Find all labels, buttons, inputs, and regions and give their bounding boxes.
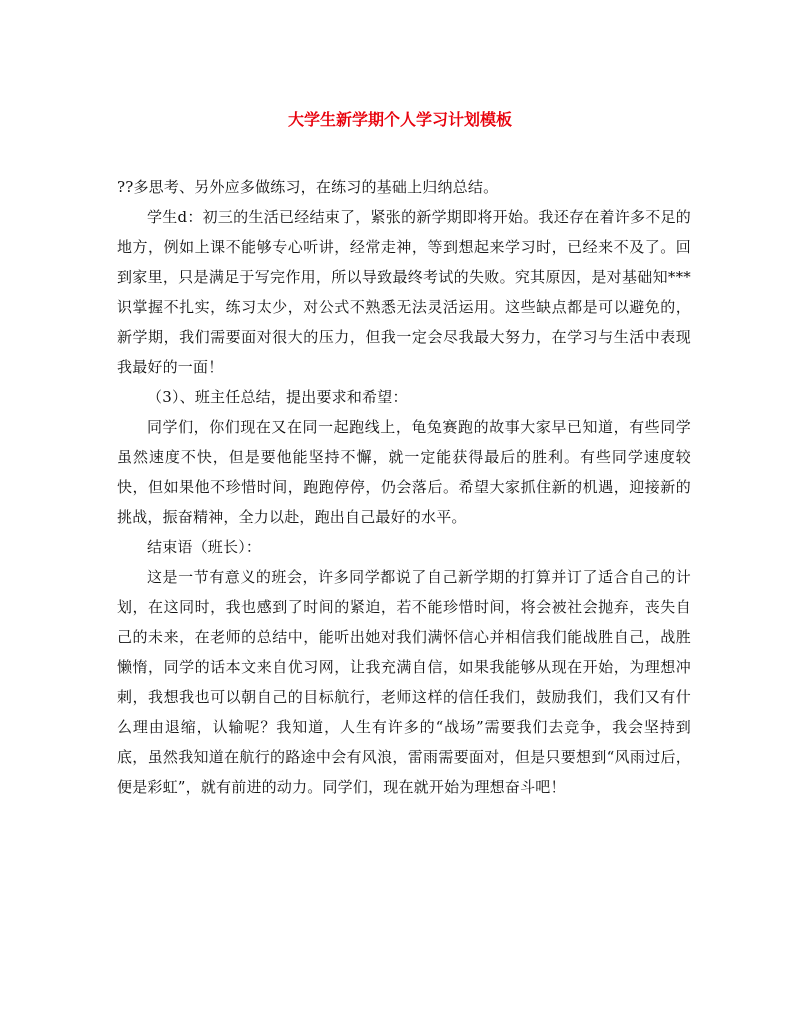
document-title: 大学生新学期个人学习计划模板 — [287, 110, 512, 129]
document-body — [117, 172, 691, 802]
paragraph-student-d: 学生d：初三的生活已经结束了，紧张的新学期即将开始。我还存在着许多不足的地方，例如上课不能够专心听讲，经常走神，等到想起来学习时，已经来不及了。回到家里，只是满足于写完作用，所以导致最终考试的失败。究其原因，是对基础知***识掌握不扎实，练习太少，对公式不熟悉无法灵活运用。这些缺点都是可以避免的，新学期，我们需要面对很大的压力，但我一定会尽我最大努力，在学习与生活中表现我最好的一面！ — [117, 208, 691, 376]
paragraph-closing-heading: 结束语（班长）： — [147, 538, 262, 556]
paragraph-teacher-summary-heading: （3）、班主任总结，提出要求和希望： — [147, 388, 408, 406]
paragraph-intro: ??多思考、另外应多做练习，在练习的基础上归纳总结。 — [117, 178, 499, 196]
paragraph-teacher-summary: 同学们，你们现在又在同一起跑线上，龟兔赛跑的故事大家早已知道，有些同学虽然速度不快，但是要他能坚持不懈，就一定能获得最后的胜利。有些同学速度较快，但如果他不珍惜时间，跑跑停停，仍会落后。希望大家抓住新的机遇，迎接新的挑战，振奋精神，全力以赴，跑出自己最好的水平。 — [117, 418, 691, 526]
paragraph-closing-remarks: 这是一节有意义的班会，许多同学都说了自己新学期的打算并订了适合自己的计划，在这同时，我也感到了时间的紧迫，若不能珍惜时间，将会被社会抛弃，丧失自己的未来，在老师的总结中，能听出她对我们满怀信心并相信我们能战胜自己，战胜懒惰，同学的话本文来自优习网，让我充满自信，如果我能够从现在开始，为理想冲刺，我想我也可以朝自己的目标航行，老师这样的信任我们，鼓励我们，我们又有什么理由退缩，认输呢？我知道，人生有许多的“战场”需要我们去竞争，我会坚持到底，虽然我知道在航行的路途中会有风浪，雷雨需要面对，但是只要想到“风雨过后，便是彩虹”，就有前进的动力。同学们，现在就开始为理想奋斗吧！ — [117, 568, 691, 796]
